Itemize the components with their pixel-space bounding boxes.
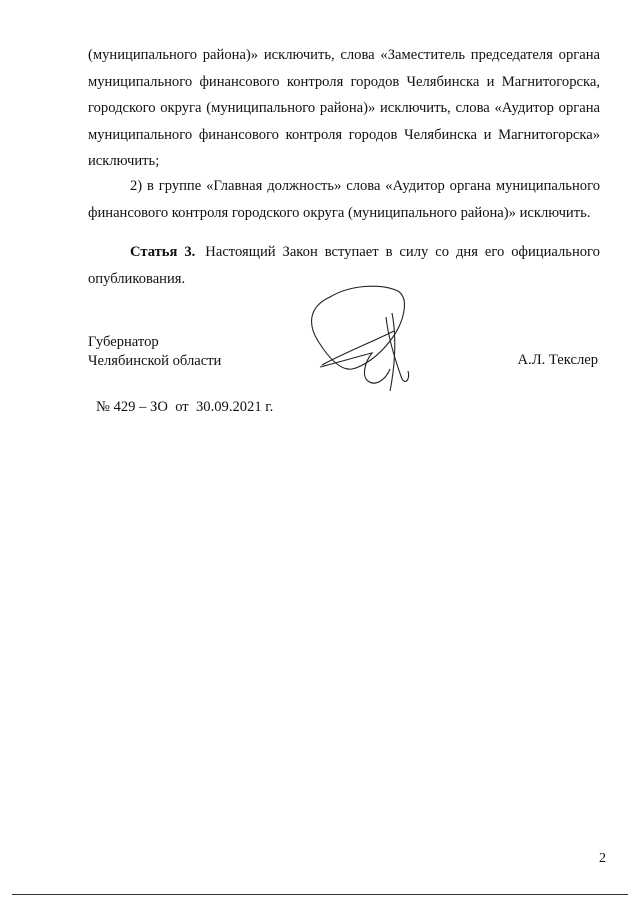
page-number: 2 — [599, 851, 606, 866]
signature-stroke-hook — [386, 317, 409, 381]
law-number: № 429 – ЗО от 30.09.2021 г. — [96, 399, 274, 415]
handwritten-signature — [292, 283, 417, 398]
signatory-title — [88, 333, 221, 370]
signature-stroke-sweep — [322, 331, 394, 365]
paragraph-item-2 — [88, 173, 600, 226]
article-label: Статья 3. — [130, 244, 196, 260]
footer-rule — [12, 894, 628, 895]
signatory-title-line-1: Губернатор — [88, 334, 159, 350]
paragraph-continuation — [88, 42, 600, 175]
paragraph-text: (муниципального района)» исключить, слова «Заместитель председателя органа муниципального финансового контроля городов Челябинска и Магнитогорска, городского округа (муниципального района)» исключить, слова «Аудитор органа муниципального финансового контроля городов Челябинска и Магнитогорска» исключить; — [88, 47, 600, 169]
article-text: Настоящий Закон вступает в силу со дня его официального опубликования. — [88, 244, 600, 287]
signatory-title-line-2: Челябинской области — [88, 352, 222, 369]
signer-name: А.Л. Текслер — [517, 352, 598, 368]
paragraph-text: 2) в группе «Главная должность» слова «Аудитор органа муниципального финансового контроля городского округа (муниципального района)» исключить. — [88, 178, 600, 221]
signature-stroke-vertical — [390, 313, 395, 391]
